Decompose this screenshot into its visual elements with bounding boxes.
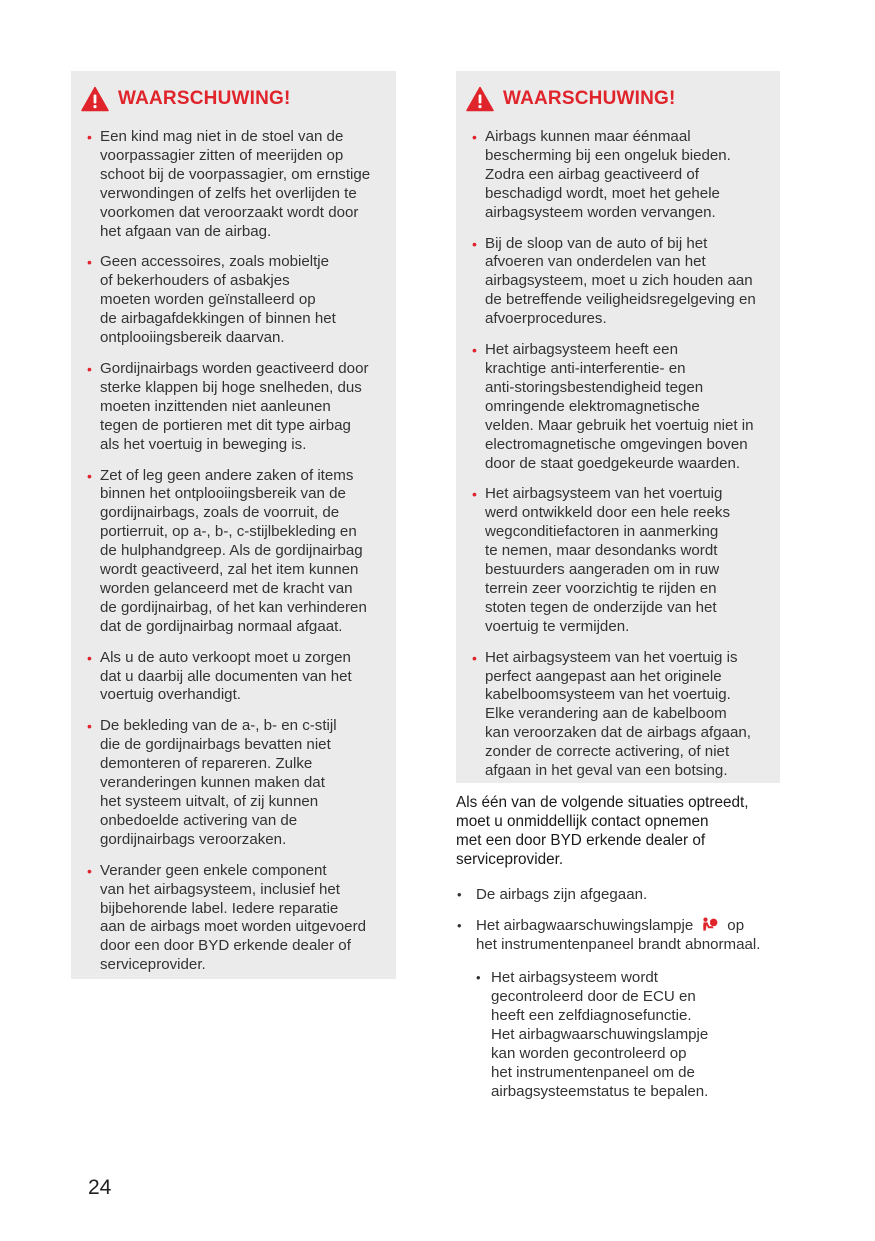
warning-header — [81, 79, 384, 119]
item-text: op het instrumentenpaneel brandt abnormaal. — [476, 917, 761, 953]
situations-intro: Als één van de volgende situaties optreedt, moet u onmiddellijk contact opnemen met een door BYD erkende dealer of serviceprovider. — [456, 794, 749, 868]
list-item: • Airbags kunnen maar éénmaal bescherming bij een ongeluk bieden. Zodra een airbag geactiveerd of beschadigd wordt, moet het gehele airbagsysteem worden vervangen. — [466, 128, 768, 223]
list-item: • Zet of leg geen andere zaken of items binnen het ontplooiingsbereik van de gordijnairbags, zoals de voorruit, de portierruit, op a-, b-, c-stijlbekleding en de hulphandgreep. Als de gordijnairbag wordt geactiveerd, zal het item kunnen worden gelanceerd met de kracht van de gordijnairbag, of het kan verhinderen dat de gordijnairbag normaal afgaat. — [81, 467, 384, 637]
warning-title: WAARSCHUWING! — [503, 88, 676, 109]
list-item: • Geen accessoires, zoals mobieltje of bekerhouders of asbakjes moeten worden geïnstalleerd op de airbagafdekkingen of binnen het ontplooiingsbereik daarvan. — [81, 253, 384, 348]
warning-list — [466, 128, 768, 781]
list-item: • De bekleding van de a-, b- en c-stijl die de gordijnairbags bevatten niet demonteren of repareren. Zulke veranderingen kunnen maken dat het systeem uitvalt, of zij kunnen onbedoelde activering van de gordijnairbags veroorzaken. — [81, 717, 384, 849]
page-number: 24 — [88, 1176, 112, 1199]
situations-list — [456, 885, 786, 966]
warning-header — [466, 79, 768, 119]
list-item: • Verander geen enkele component van het airbagsysteem, inclusief het bijbehorende label. Iedere reparatie aan de airbags moet worden uitgevoerd door een door BYD erkende dealer of serviceprovider. — [81, 862, 384, 975]
list-item: • Het airbagsysteem wordt gecontroleerd door de ECU en heeft een zelfdiagnosefunctie. Het airbagwaarschuwingslampje kan worden gecontroleerd op het instrumentenpaneel om de airbagsysteemstatus te bepalen. — [476, 968, 786, 1101]
warning-triangle-icon — [81, 86, 109, 112]
situations-sublist — [476, 968, 786, 1101]
list-item — [456, 916, 786, 954]
warning-box-right — [456, 71, 780, 783]
warning-title: WAARSCHUWING! — [118, 88, 291, 109]
list-item: • Een kind mag niet in de stoel van de voorpassagier zitten of meerijden op schoot bij de voorpassagier, om ernstige verwondingen of zelfs het overlijden te voorkomen dat veroorzaakt wordt door het afgaan van de airbag. — [81, 128, 384, 241]
warning-box-left — [71, 71, 396, 979]
list-item: • Het airbagsysteem van het voertuig is perfect aangepast aan het originele kabelboomsysteem van het voertuig. Elke verandering aan de kabelboom kan veroorzaken dat de airbags afgaan, zonder de correcte activering, of niet afgaan in het geval van een botsing. — [466, 649, 768, 781]
warning-triangle-icon — [466, 86, 494, 112]
item-text: Het airbagwaarschuwingslampje — [476, 917, 694, 934]
list-item: • Als u de auto verkoopt moet u zorgen dat u daarbij alle documenten van het voertuig overhandigt. — [81, 649, 384, 706]
warning-list — [81, 128, 384, 975]
airbag-warning-icon — [701, 917, 719, 932]
list-item: • Gordijnairbags worden geactiveerd door sterke klappen bij hoge snelheden, dus moeten inzittenden niet aanleunen tegen de portieren met dit type airbag als het voertuig in beweging is. — [81, 360, 384, 455]
list-item: • Bij de sloop van de auto of bij het afvoeren van onderdelen van het airbagsysteem, moet u zich houden aan de betreffende veiligheidsregelgeving en afvoerprocedures. — [466, 235, 768, 330]
list-item: • De airbags zijn afgegaan. — [456, 885, 786, 904]
list-item: • Het airbagsysteem van het voertuig werd ontwikkeld door een hele reeks wegconditiefactoren in aanmerking te nemen, maar desondanks wordt bestuurders aangeraden om in ruw terrein zeer voorzichtig te rijden en stoten tegen de onderzijde van het voertuig te vermijden. — [466, 485, 768, 636]
list-item: • Het airbagsysteem heeft een krachtige anti-interferentie- en anti-storingsbestendigheid tegen omringende elektromagnetische velden. Maar gebruik het voertuig niet in electromagnetische omgevingen boven door de staat goedgekeurde waarden. — [466, 341, 768, 473]
